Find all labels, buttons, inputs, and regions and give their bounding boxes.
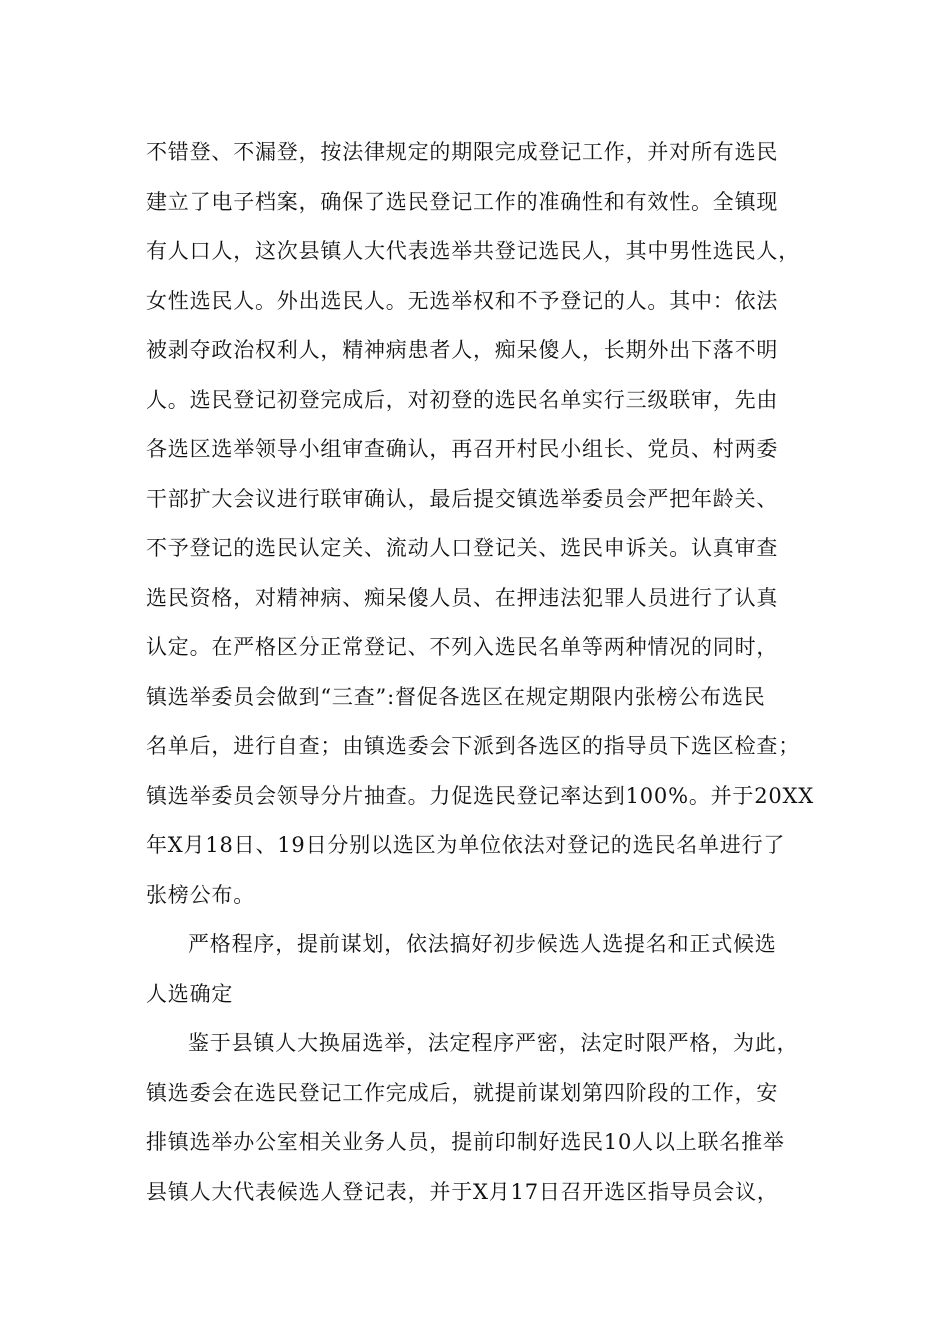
text-line: 建立了电子档案，确保了选民登记工作的准确性和有效性。全镇现 (146, 189, 779, 214)
text-line: 镇选举委员会做到“三查”:督促各选区在规定期限内张榜公布选民 (146, 684, 766, 709)
text-line: 女性选民人。外出选民人。无选举权和不予登记的人。其中：依法 (146, 288, 779, 313)
text-line: 各选区选举领导小组审查确认，再召开村民小组长、党员、村两委 (146, 437, 779, 461)
section-heading-line: 严格程序，提前谋划，依法搞好初步候选人选提名和正式候选 (188, 932, 777, 956)
text-line: 年X月18日、19日分别以选区为单位依法对登记的选民名单进行了 (146, 833, 786, 857)
text-line: 不予登记的选民认定关、流动人口登记关、选民申诉关。认真审查 (146, 536, 779, 560)
text-line: 鉴于县镇人大换届选举，法定程序严密，法定时限严格，为此， (188, 1031, 799, 1055)
text-line: 有人口人，这次县镇人大代表选举共登记选民人，其中男性选民人， (146, 239, 800, 263)
text-line: 名单后，进行自查；由镇选委会下派到各选区的指导员下选区检查； (146, 734, 800, 758)
text-line: 被剥夺政治权利人，精神病患者人，痴呆傻人，长期外出下落不明 (146, 338, 779, 362)
paragraph-voter-registration (146, 128, 822, 1217)
text-line: 人。选民登记初登完成后，对初登的选民名单实行三级联审，先由 (146, 387, 779, 412)
text-line: 不错登、不漏登，按法律规定的期限完成登记工作，并对所有选民 (146, 140, 779, 164)
text-line: 镇选委会在选民登记工作完成后，就提前谋划第四阶段的工作，安 (146, 1080, 779, 1105)
text-line: 选民资格，对精神病、痴呆傻人员、在押违法犯罪人员进行了认真 (146, 585, 779, 610)
section-heading-line: 人选确定 (146, 981, 234, 1006)
text-line: 镇选举委员会领导分片抽查。力促选民登记率达到100%。并于20XX (146, 783, 815, 808)
text-line: 认定。在严格区分正常登记、不列入选民名单等两种情况的同时， (146, 635, 779, 659)
text-line: 县镇人大代表候选人登记表，并于X月17日召开选区指导员会议， (146, 1179, 779, 1204)
text-line: 排镇选举办公室相关业务人员，提前印制好选民10人以上联名推举 (146, 1130, 785, 1154)
text-line: 干部扩大会议进行联审确认，最后提交镇选举委员会严把年龄关、 (146, 486, 779, 511)
text-line: 张榜公布。 (146, 882, 255, 907)
